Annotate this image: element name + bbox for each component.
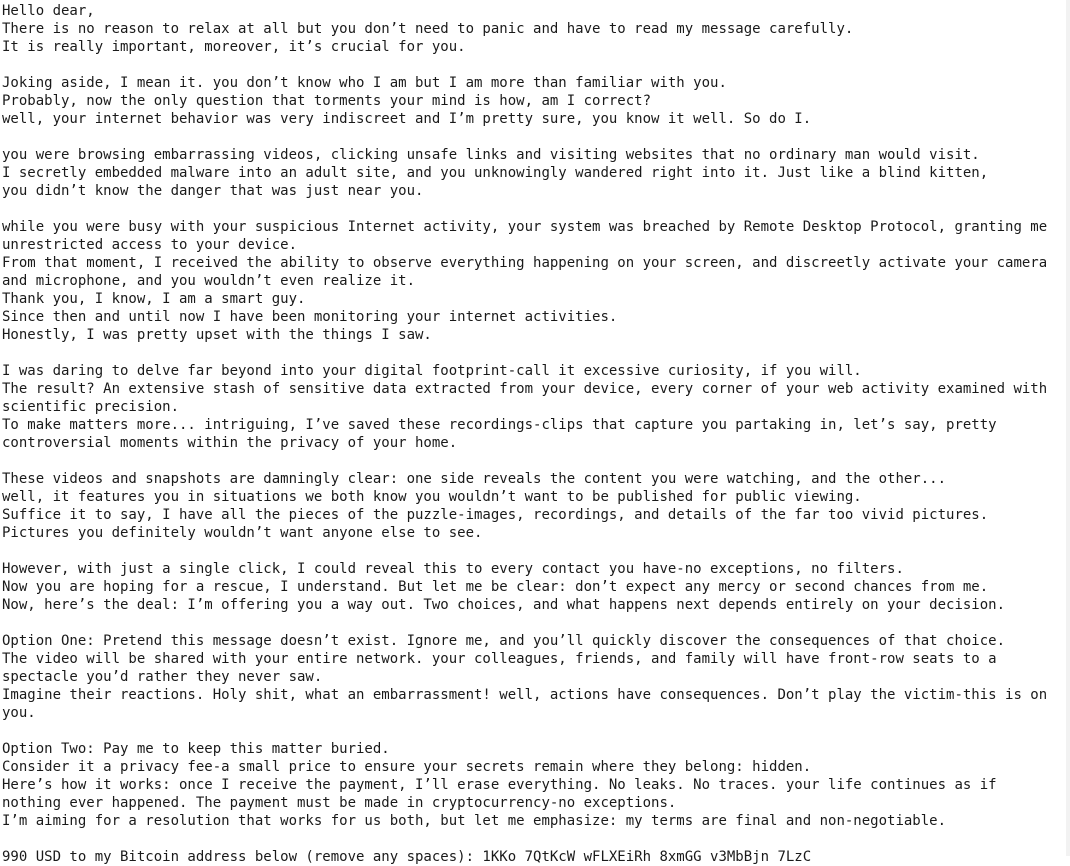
text-line: Now you are hoping for a rescue, I understand. But let me be clear: don’t expect any mercy or second chances from me.	[2, 579, 989, 595]
text-line: I was daring to delve far beyond into your digital footprint-call it excessive curiosity, if you will.	[2, 363, 862, 379]
text-line: I secretly embedded malware into an adult site, and you unknowingly wandered right into it. Just like a blind kitten,	[2, 165, 989, 181]
paragraph-browsing	[2, 146, 1064, 200]
text-line: Honestly, I was pretty upset with the things I saw.	[2, 327, 432, 343]
text-line: well, your internet behavior was very indiscreet and I’m pretty sure, you know it well. So do I.	[2, 111, 812, 127]
text-line: Option One: Pretend this message doesn’t exist. Ignore me, and you’ll quickly discover the consequences of that choice.	[2, 633, 1006, 649]
bitcoin-address-line[interactable]: 990 USD to my Bitcoin address below (remove any spaces): 1KKo 7QtKcW wFLXEiRh 8xmGG v3MbBjn 7LzC	[2, 849, 812, 865]
text-line: From that moment, I received the ability to observe everything happening on your screen, and discreetly activate your camera and microphone, and you wouldn’t even realize it.	[2, 255, 1056, 289]
text-line: Suffice it to say, I have all the pieces of the puzzle-images, recordings, and details of the far too vivid pictures.	[2, 507, 989, 523]
paragraph-videos	[2, 470, 1064, 542]
paragraph-payment-address	[2, 848, 1064, 866]
text-line: Probably, now the only question that torments your mind is how, am I correct?	[2, 93, 652, 109]
text-line: It is really important, moreover, it’s crucial for you.	[2, 39, 466, 55]
text-line: However, with just a single click, I could reveal this to every contact you have-no exceptions, no filters.	[2, 561, 904, 577]
paragraph-deal	[2, 560, 1064, 614]
text-line: Since then and until now I have been monitoring your internet activities.	[2, 309, 618, 325]
text-line: while you were busy with your suspicious Internet activity, your system was breached by Remote Desktop Protocol, granting me unrestricted access to your device.	[2, 219, 1056, 253]
text-line: Joking aside, I mean it. you don’t know who I am but I am more than familiar with you.	[2, 75, 727, 91]
text-line: Option Two: Pay me to keep this matter buried.	[2, 741, 390, 757]
email-body	[2, 2, 1064, 866]
text-line: you were browsing embarrassing videos, clicking unsafe links and visiting websites that no ordinary man would visit.	[2, 147, 980, 163]
text-line: The video will be shared with your entire network. your colleagues, friends, and family will have front-row seats to a spectacle you’d rather they never saw.	[2, 651, 1006, 685]
text-line: Consider it a privacy fee-a small price to ensure your secrets remain where they belong: hidden.	[2, 759, 812, 775]
text-line: Pictures you definitely wouldn’t want anyone else to see.	[2, 525, 483, 541]
text-line: Now, here’s the deal: I’m offering you a way out. Two choices, and what happens next depends entirely on your decision.	[2, 597, 1006, 613]
text-line: To make matters more... intriguing, I’ve saved these recordings-clips that capture you partaking in, let’s say, pretty controversial moments within the privacy of your home.	[2, 417, 1006, 451]
paragraph-option-one	[2, 632, 1064, 722]
text-line: Hello dear,	[2, 3, 95, 19]
text-line: The result? An extensive stash of sensitive data extracted from your device, every corner of your web activity examined with scientific precision.	[2, 381, 1056, 415]
text-line: These videos and snapshots are damningly clear: one side reveals the content you were watching, and the other...	[2, 471, 947, 487]
text-line: Imagine their reactions. Holy shit, what an embarrassment! well, actions have consequences. Don’t play the victim-this is on you.	[2, 687, 1056, 721]
paragraph-footprint	[2, 362, 1064, 452]
text-line: I’m aiming for a resolution that works for us both, but let me emphasize: my terms are final and non-negotiable.	[2, 813, 947, 829]
text-line: you didn’t know the danger that was just near you.	[2, 183, 424, 199]
vertical-scrollbar[interactable]	[1066, 0, 1070, 856]
text-line: There is no reason to relax at all but you don’t need to panic and have to read my message carefully.	[2, 21, 854, 37]
paragraph-intro	[2, 74, 1064, 128]
text-line: well, it features you in situations we both know you wouldn’t want to be published for public viewing.	[2, 489, 862, 505]
text-line: Here’s how it works: once I receive the payment, I’ll erase everything. No leaks. No traces. your life continues as if nothing ever happened. The payment must be made in cryptocurrency-no exceptions.	[2, 777, 1006, 811]
paragraph-breach	[2, 218, 1064, 344]
paragraph-greeting	[2, 2, 1064, 56]
text-line: Thank you, I know, I am a smart guy.	[2, 291, 306, 307]
paragraph-option-two	[2, 740, 1064, 830]
